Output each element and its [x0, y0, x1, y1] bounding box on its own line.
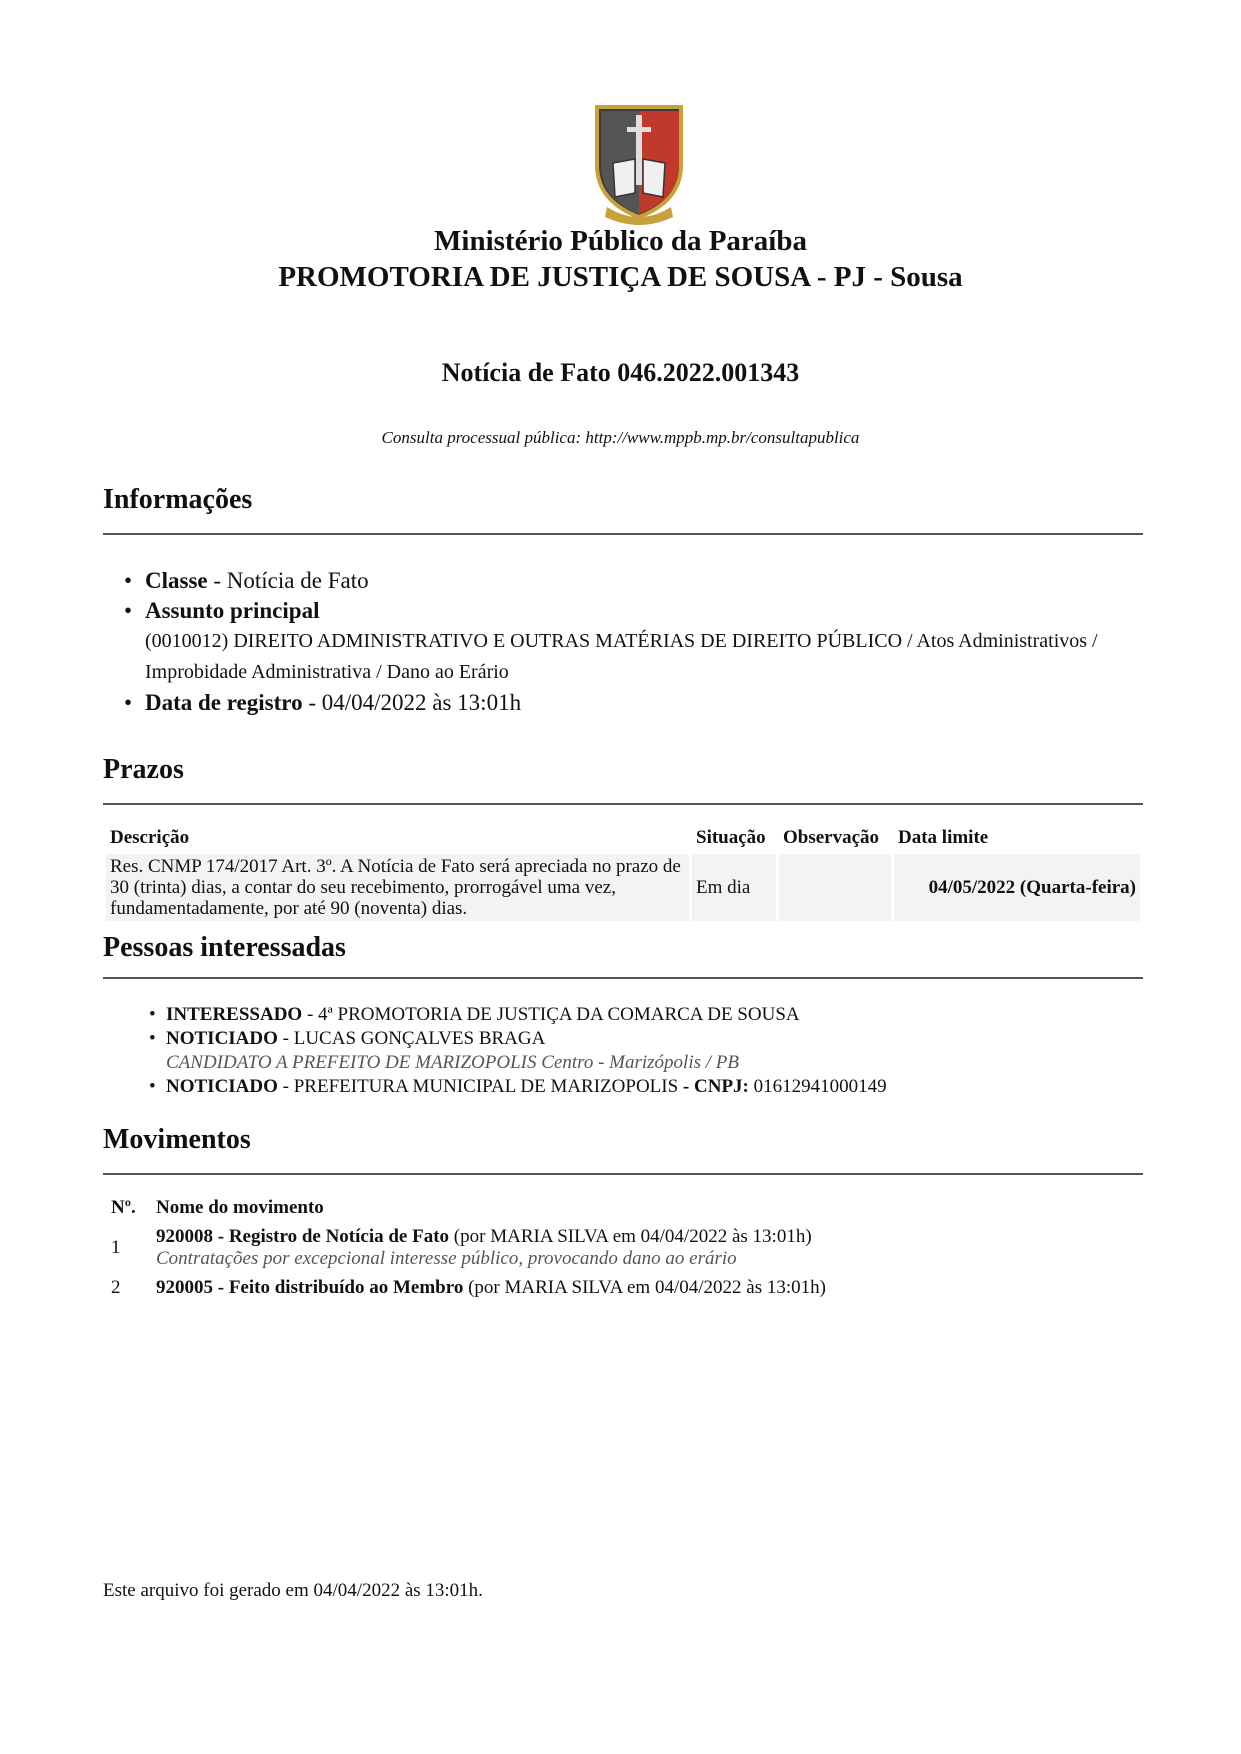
bullet-icon: • — [124, 598, 133, 623]
list-item — [149, 1075, 1126, 1099]
prazo-descricao: Res. CNMP 174/2017 Art. 3º. A Notícia de Fato será apreciada no prazo de 30 (trinta) dias, a contar do seu recebimento, prorrogável uma vez, fundamentadamente, por até 90 (noventa) dias. — [106, 854, 689, 921]
mppb-crest-icon — [593, 103, 685, 225]
prazo-data-limite: 04/05/2022 (Quarta-feira) — [894, 854, 1140, 921]
col-situacao: Situação — [696, 827, 766, 848]
section-divider — [103, 1173, 1143, 1175]
info-classe — [124, 566, 1135, 596]
assunto-value: (0010012) DIREITO ADMINISTRATIVO E OUTRAS MATÉRIAS DE DIREITO PÚBLICO / Atos Administrativos / Improbidade Administrativa / Dano ao Erário — [145, 630, 1098, 683]
promotoria-name: PROMOTORIA DE JUSTIÇA DE SOUSA - PJ - Sousa — [278, 261, 963, 293]
pessoa-name: - 4ª PROMOTORIA DE JUSTIÇA DA COMARCA DE SOUSA — [302, 1004, 800, 1025]
prazo-observacao — [779, 854, 891, 921]
movimento-info: (por MARIA SILVA em 04/04/2022 às 13:01h) — [449, 1226, 812, 1247]
movimento-name: - Feito distribuído ao Membro — [213, 1277, 464, 1298]
movimento-num: 2 — [111, 1277, 121, 1298]
pessoa-role: INTERESSADO — [166, 1004, 303, 1025]
movimento-desc: Contratações por excepcional interesse público, provocando dano ao erário — [156, 1248, 737, 1269]
pessoas-list — [149, 1003, 1126, 1099]
assunto-label: Assunto principal — [145, 598, 320, 623]
footer-generated: Este arquivo foi gerado em 04/04/2022 às 13:01h. — [103, 1580, 483, 1601]
cnpj-value: 01612941000149 — [748, 1076, 887, 1097]
table-header-row — [106, 825, 1140, 851]
movimento-code: 920005 — [156, 1277, 213, 1298]
section-title-prazos: Prazos — [103, 754, 184, 785]
table-header-row — [106, 1195, 1140, 1221]
info-assunto — [124, 596, 1135, 688]
col-data-limite: Data limite — [898, 827, 989, 848]
section-divider — [103, 533, 1143, 535]
table-row — [106, 1275, 1140, 1301]
movimentos-table — [103, 1192, 1143, 1304]
section-title-movimentos: Movimentos — [103, 1124, 251, 1155]
data-registro-value: - 04/04/2022 às 13:01h — [302, 690, 522, 715]
section-title-informacoes: Informações — [103, 484, 253, 515]
list-item — [149, 1003, 1126, 1027]
classe-value: - Notícia de Fato — [207, 568, 369, 593]
table-row — [106, 854, 1140, 921]
movimento-code: 920008 — [156, 1226, 213, 1247]
movimento-cell — [151, 1224, 1140, 1272]
bullet-icon: • — [149, 1028, 156, 1049]
pessoa-role: NOTICIADO — [166, 1028, 278, 1049]
pessoa-name: - LUCAS GONÇALVES BRAGA — [277, 1028, 546, 1049]
table-row — [106, 1224, 1140, 1272]
bullet-icon: • — [124, 568, 133, 593]
info-list — [124, 566, 1135, 718]
section-title-pessoas: Pessoas interessadas — [103, 932, 346, 963]
pessoa-role: NOTICIADO — [166, 1076, 278, 1097]
list-item — [149, 1027, 1126, 1075]
data-registro-label: Data de registro — [145, 690, 303, 715]
movimento-cell — [151, 1275, 1140, 1301]
pessoa-name: - PREFEITURA MUNICIPAL DE MARIZOPOLIS — [277, 1076, 679, 1097]
col-numero: Nº. — [111, 1197, 136, 1218]
info-data-registro — [124, 688, 1135, 718]
organization-name: Ministério Público da Paraíba — [434, 225, 807, 257]
section-divider — [103, 977, 1143, 979]
section-divider — [103, 803, 1143, 805]
bullet-icon: • — [124, 690, 133, 715]
movimento-name: - Registro de Notícia de Fato — [213, 1226, 450, 1247]
consulta-link[interactable]: Consulta processual pública: http://www.mppb.mp.br/consultapublica — [381, 428, 860, 447]
movimento-info: (por MARIA SILVA em 04/04/2022 às 13:01h) — [463, 1277, 826, 1298]
col-observacao: Observação — [783, 827, 880, 848]
col-nome-movimento: Nome do movimento — [156, 1197, 324, 1218]
bullet-icon: • — [149, 1076, 156, 1097]
bullet-icon: • — [149, 1004, 156, 1025]
document-title: Notícia de Fato 046.2022.001343 — [441, 358, 800, 387]
prazo-situacao: Em dia — [692, 854, 776, 921]
prazos-table — [103, 822, 1143, 924]
movimento-num: 1 — [111, 1237, 121, 1258]
col-descricao: Descrição — [110, 827, 190, 848]
classe-label: Classe — [145, 568, 208, 593]
pessoa-extra: CANDIDATO A PREFEITO DE MARIZOPOLIS Centro - Marizópolis / PB — [166, 1052, 739, 1073]
cnpj-label: - CNPJ: — [678, 1076, 749, 1097]
